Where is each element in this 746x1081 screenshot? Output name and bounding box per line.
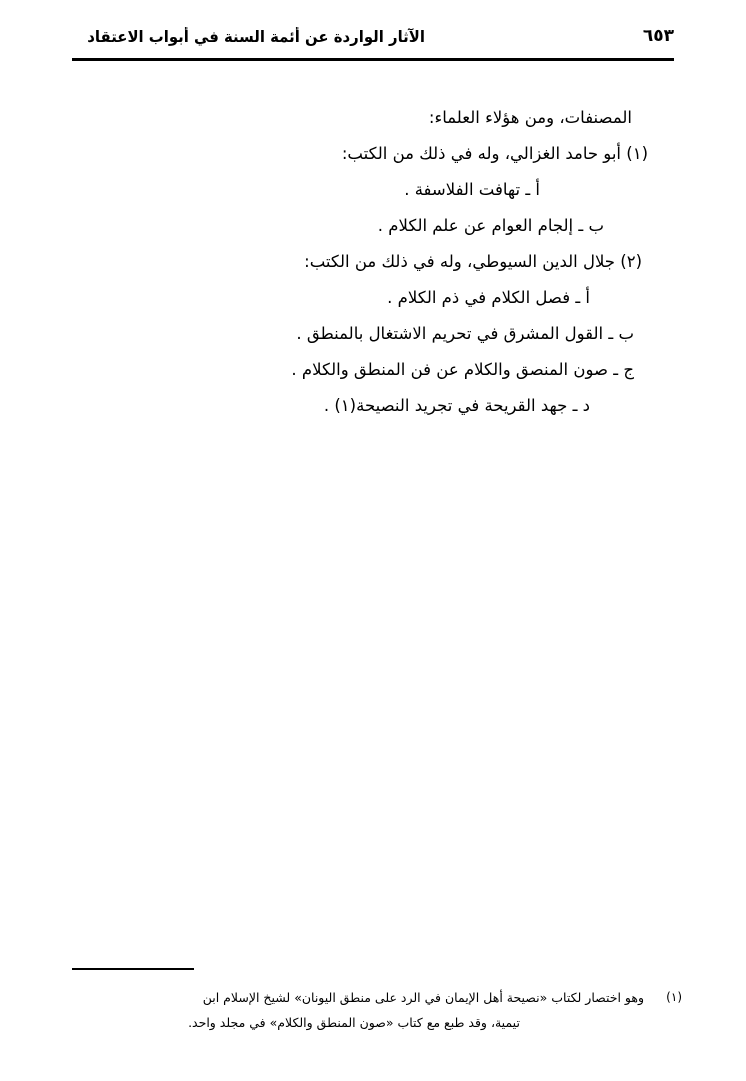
footnote-divider [72, 968, 194, 970]
body-line: د ـ جهد القريحة في تجريد النصيحة(١) . [323, 396, 590, 415]
header-divider [72, 58, 674, 61]
running-title: الآثار الواردة عن أئمة السنة في أبواب الاعتقاد [87, 28, 425, 46]
body-line: ب ـ إلجام العوام عن علم الكلام . [377, 216, 604, 235]
page-number: ٦٥٣ [642, 26, 674, 46]
body-line: ج ـ صون المنصق والكلام عن فن المنطق والكلام . [291, 360, 634, 379]
body-line: أ ـ فصل الكلام في ذم الكلام . [387, 288, 590, 307]
footnote [64, 985, 682, 1035]
body-line: أ ـ تهافت الفلاسفة . [404, 180, 540, 199]
footnote-number: (١) [666, 990, 682, 1004]
body-line: ب ـ القول المشرق في تحريم الاشتغال بالمنطق . [296, 324, 634, 343]
footnote-line: وهو اختصار لكتاب «نصيحة أهل الإيمان في الرد على منطق اليونان» لشيخ الإسلام ابن [202, 990, 644, 1005]
body-line: (٢) جلال الدين السيوطي، وله في ذلك من الكتب: [304, 252, 642, 271]
body-text [96, 100, 650, 424]
body-line: (١) أبو حامد الغزالي، وله في ذلك من الكتب: [341, 144, 648, 163]
body-line: المصنفات، ومن هؤلاء العلماء: [428, 108, 632, 127]
page-header [72, 24, 674, 58]
footnote-line: تيمية، وقد طبع مع كتاب «صون المنطق والكلام» في مجلد واحد. [188, 1015, 520, 1030]
footnote-body [64, 985, 682, 1035]
